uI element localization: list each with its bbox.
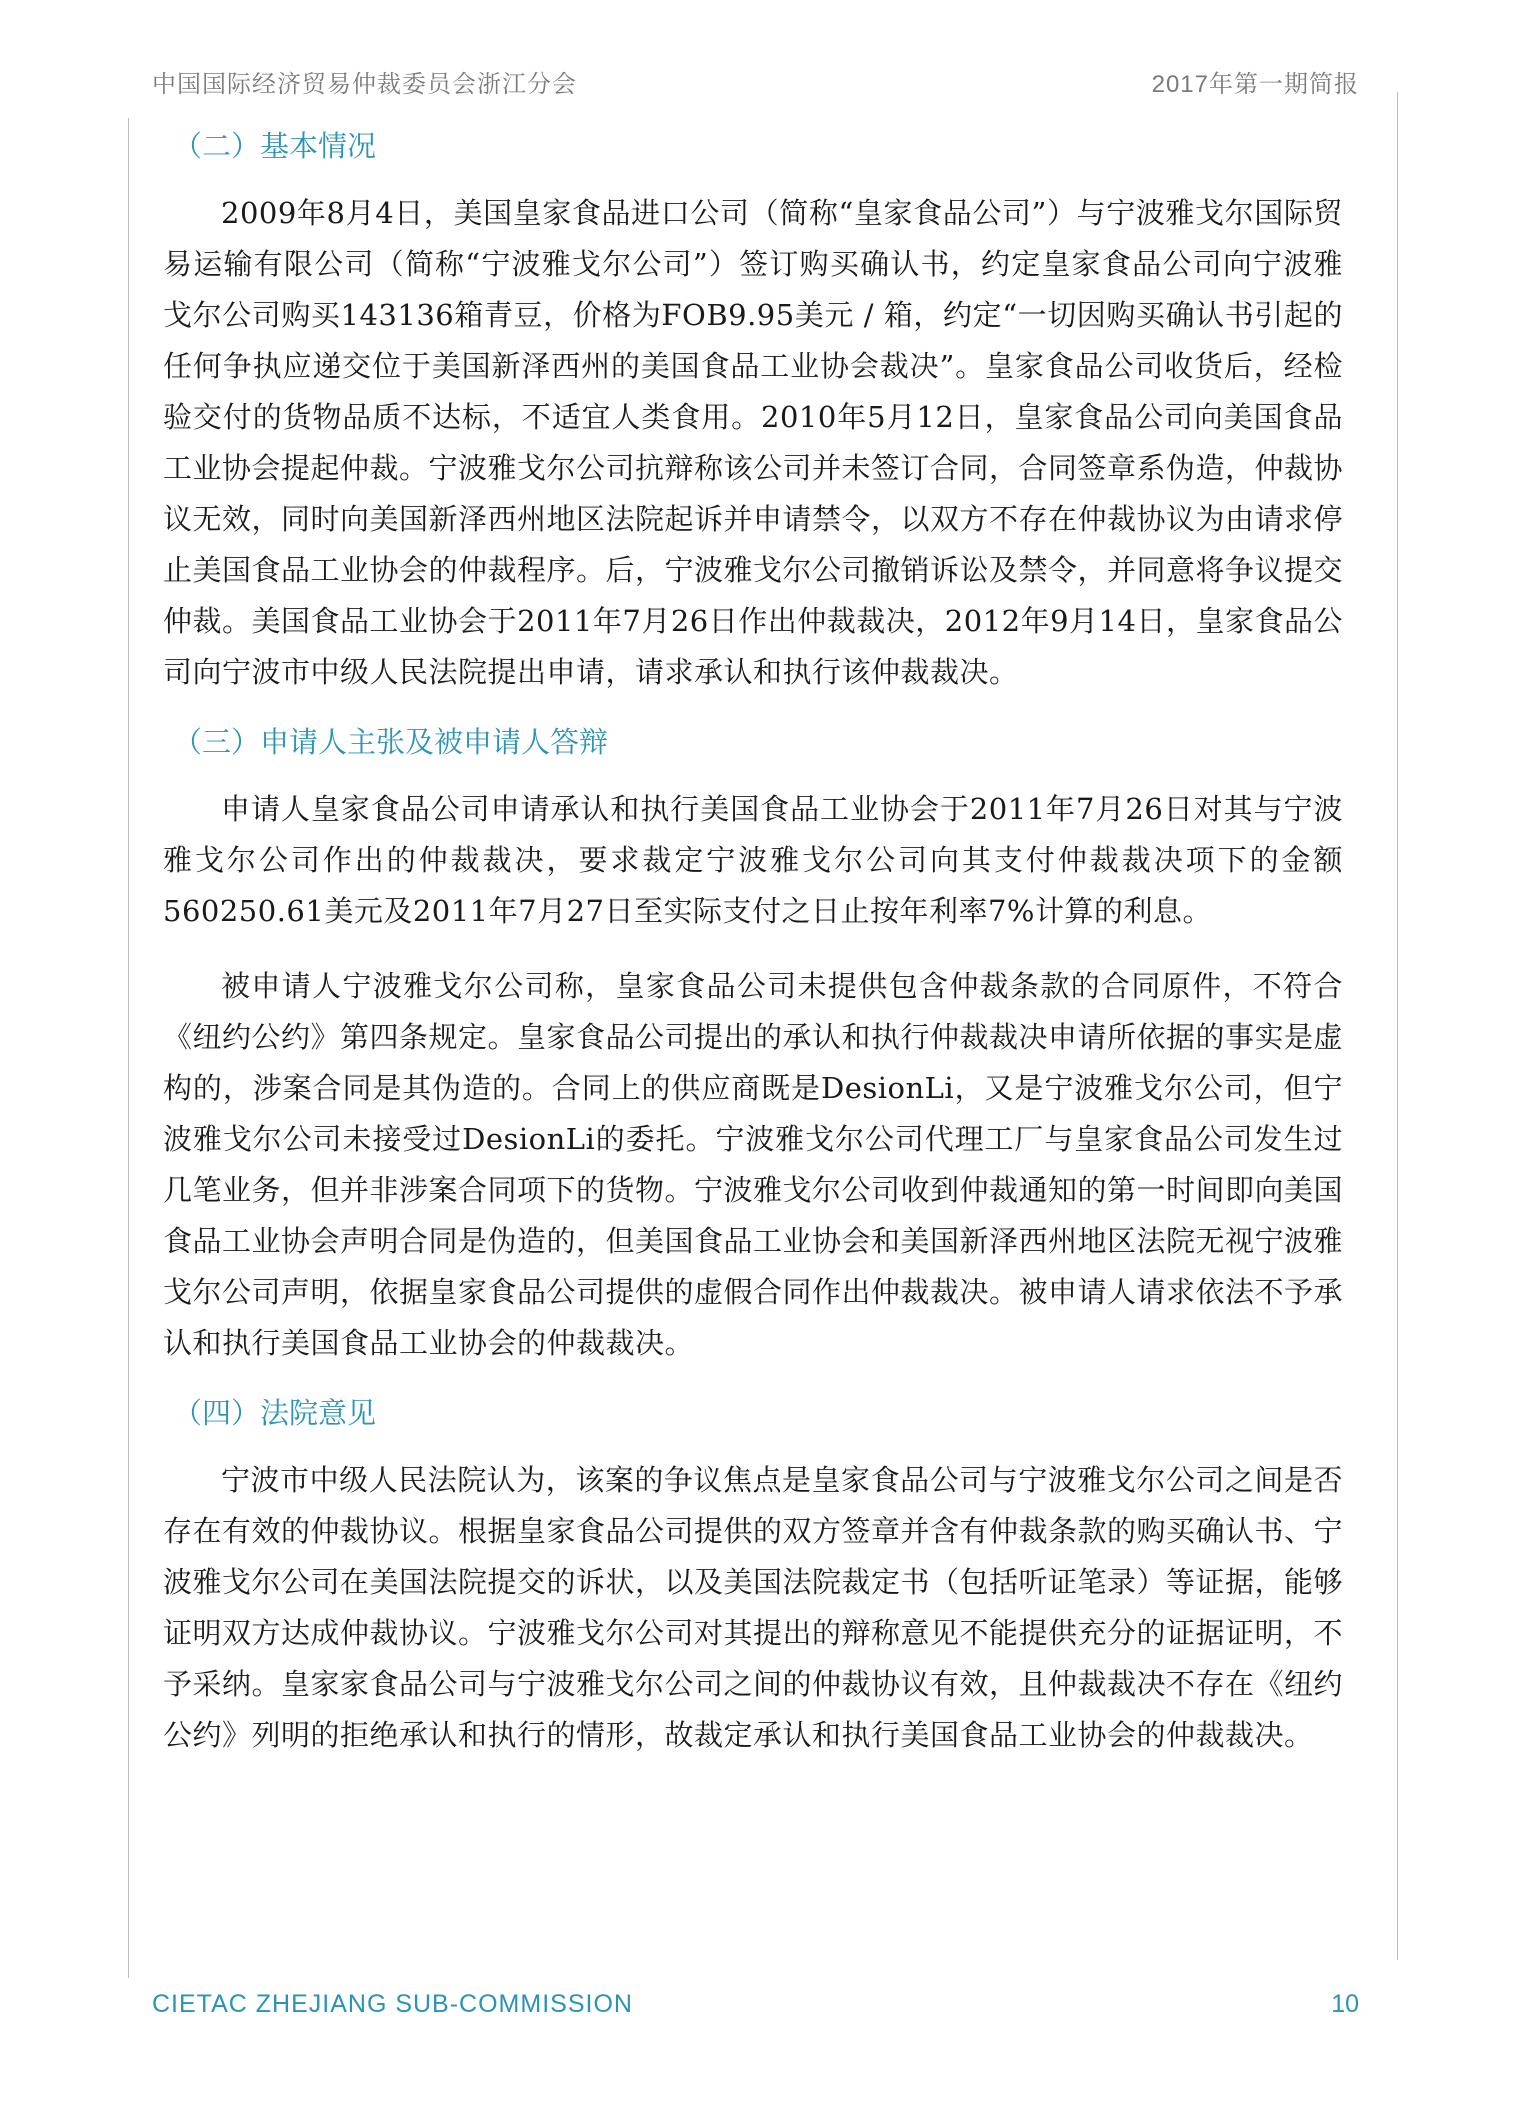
page-number: 10: [1331, 1990, 1359, 2018]
right-margin-rule: [1397, 92, 1398, 1960]
paragraph: 2009年8月4日，美国皇家食品进口公司（简称“皇家食品公司”）与宁波雅戈尔国际贸易运输有限公司（简称“宁波雅戈尔公司”）签订购买确认书，约定皇家食品公司向宁波雅戈尔公司购买143136箱青豆，价格为FOB9.95美元 / 箱，约定“一切因购买确认书引起的任何争执应递交位于美国新泽西州的美国食品工业协会裁决”。皇家食品公司收货后，经检验交付的货物品质不达标，不适宜人类食用。2010年5月12日，皇家食品公司向美国食品工业协会提起仲裁。宁波雅戈尔公司抗辩称该公司并未签订合同，合同签章系伪造，仲裁协议无效，同时向美国新泽西州地区法院起诉并申请禁令，以双方不存在仲裁协议为由请求停止美国食品工业协会的仲裁程序。后，宁波雅戈尔公司撤销诉讼及禁令，并同意将争议提交仲裁。美国食品工业协会于2011年7月26日作出仲裁裁决，2012年9月14日，皇家食品公司向宁波市中级人民法院提出申请，请求承认和执行该仲裁裁决。: [163, 196, 1344, 689]
section-claims-and-defense: [163, 722, 1343, 1369]
header-issue: 2017年第一期简报: [1151, 71, 1359, 98]
paragraph: 宁波市中级人民法院认为，该案的争议焦点是皇家食品公司与宁波雅戈尔公司之间是否存在有效的仲裁协议。根据皇家食品公司提供的双方签章并含有仲裁条款的购买确认书、宁波雅戈尔公司在美国法院提交的诉状，以及美国法院裁定书（包括听证笔录）等证据，能够证明双方达成仲裁协议。宁波雅戈尔公司对其提出的辩称意见不能提供充分的证据证明，不予采纳。皇家家食品公司与宁波雅戈尔公司之间的仲裁协议有效，且仲裁裁决不存在《纽约公约》列明的拒绝承认和执行的情形，故裁定承认和执行美国食品工业协会的仲裁裁决。: [163, 1463, 1344, 1752]
section-heading: （三）申请人主张及被申请人答辩: [173, 725, 609, 759]
paragraph: 申请人皇家食品公司申请承认和执行美国食品工业协会于2011年7月26日对其与宁波雅戈尔公司作出的仲裁裁决，要求裁定宁波雅戈尔公司向其支付仲裁裁决项下的金额560250.61美元及2011年7月27日至实际支付之日止按年利率7%计算的利息。: [163, 792, 1343, 928]
left-margin-rule: [128, 118, 129, 1978]
section-heading: （二）基本情况: [173, 129, 377, 163]
header-organization: 中国国际经济贸易仲裁委员会浙江分会: [152, 71, 577, 98]
section-heading: （四）法院意见: [173, 1396, 377, 1430]
article-body: [163, 120, 1343, 1785]
section-court-opinion: [163, 1393, 1343, 1761]
footer-brand: CIETAC ZHEJIANG SUB-COMMISSION: [152, 1990, 633, 2018]
section-basic-facts: [163, 126, 1343, 698]
paragraph: 被申请人宁波雅戈尔公司称，皇家食品公司未提供包含仲裁条款的合同原件，不符合《纽约公约》第四条规定。皇家食品公司提出的承认和执行仲裁裁决申请所依据的事实是虚构的，涉案合同是其伪造的。合同上的供应商既是DesionLi，又是宁波雅戈尔公司，但宁波雅戈尔公司未接受过DesionLi的委托。宁波雅戈尔公司代理工厂与皇家食品公司发生过几笔业务，但并非涉案合同项下的货物。宁波雅戈尔公司收到仲裁通知的第一时间即向美国食品工业协会声明合同是伪造的，但美国食品工业协会和美国新泽西州地区法院无视宁波雅戈尔公司声明，依据皇家食品公司提供的虚假合同作出仲裁裁决。被申请人请求依法不予承认和执行美国食品工业协会的仲裁裁决。: [163, 969, 1344, 1360]
